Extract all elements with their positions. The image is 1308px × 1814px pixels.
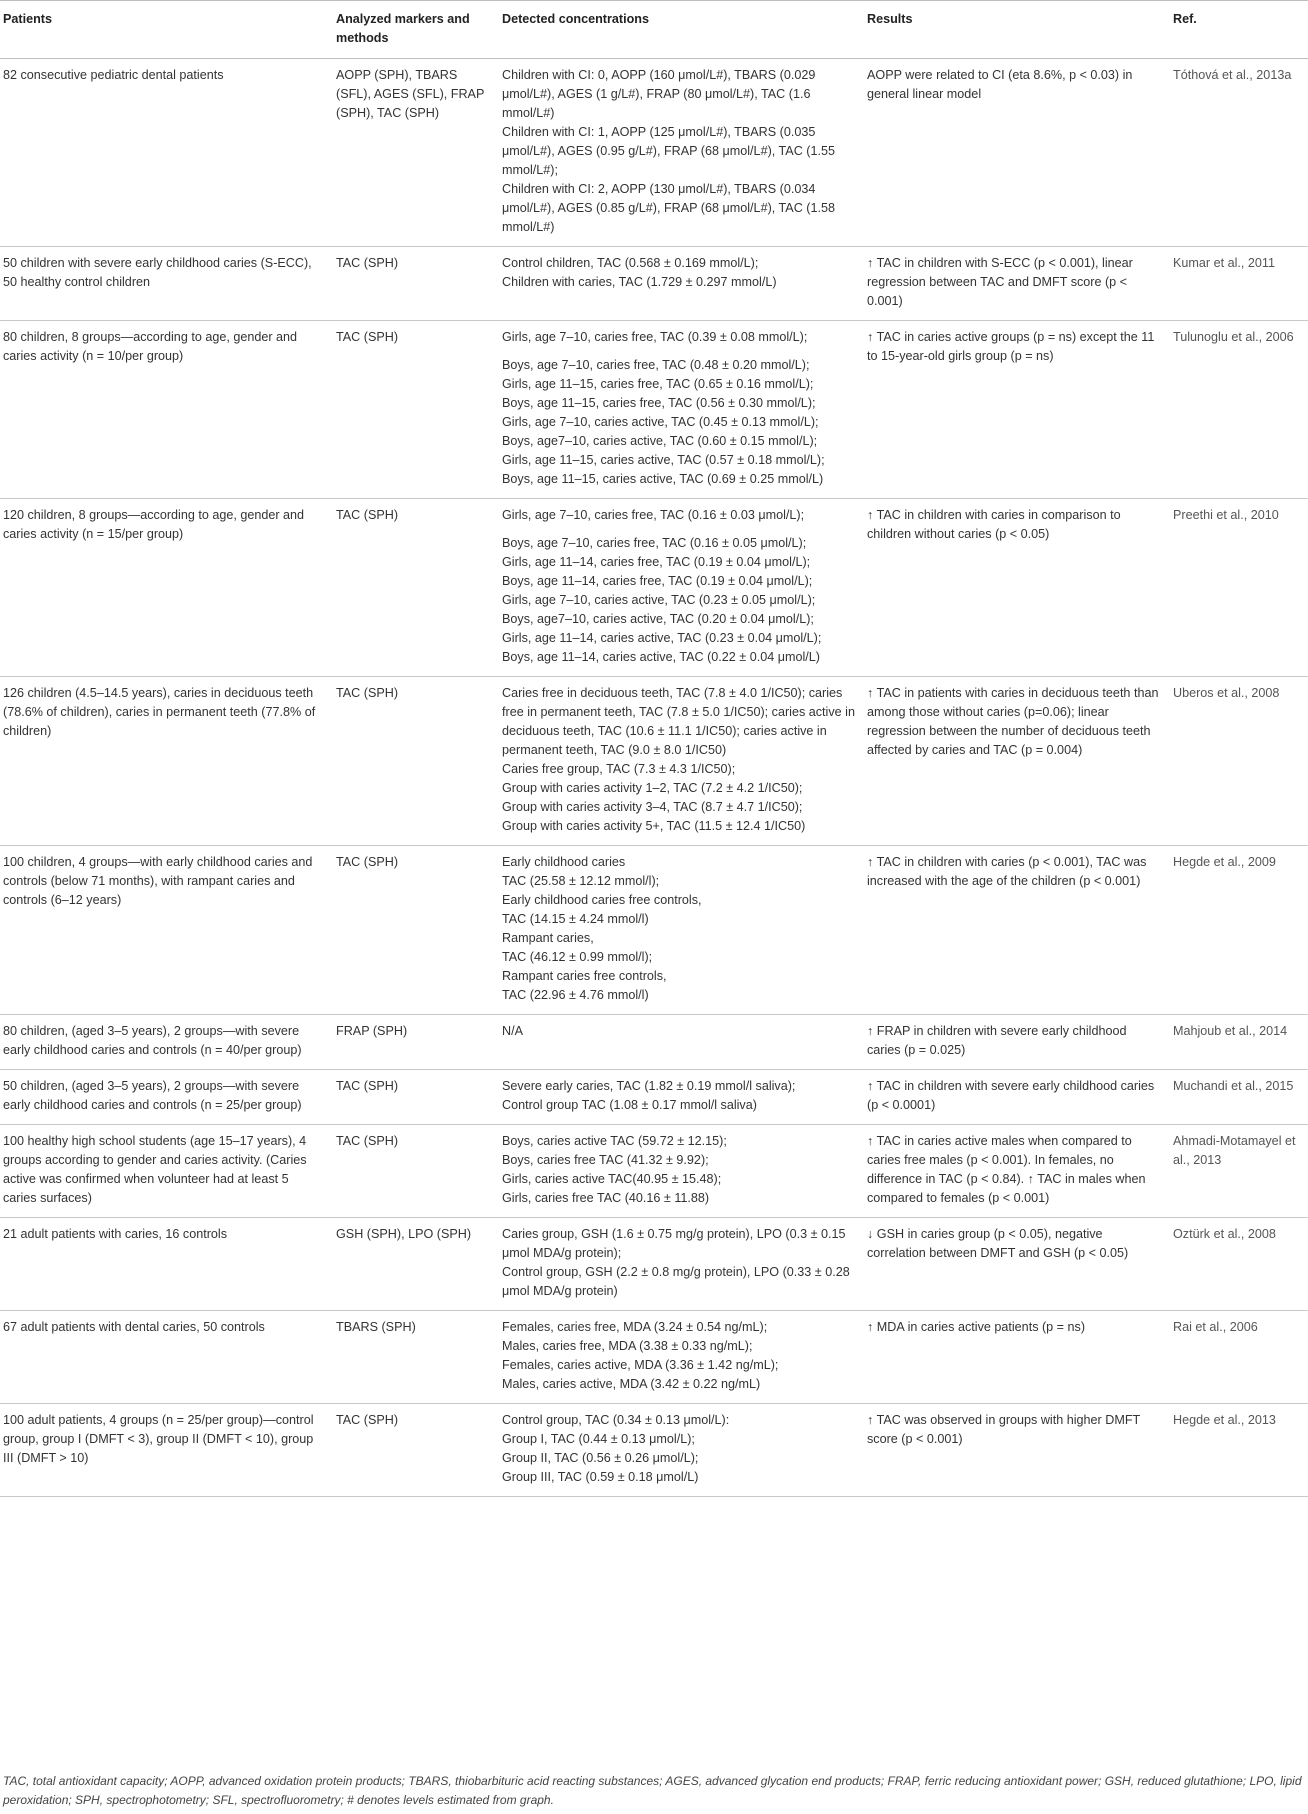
cell-ref: Tulunoglu et al., 2006 (1170, 321, 1308, 499)
cell-markers: TAC (SPH) (333, 1125, 499, 1218)
cell-results: ↑ TAC in patients with caries in deciduous teeth than among those without caries (p=0.06); linear regression between the number of deciduous teeth affected by caries and TAC (p = 0.004) (864, 677, 1170, 846)
cell-markers: TAC (SPH) (333, 499, 499, 677)
concentration-line: Children with CI: 1, AOPP (125 μmol/L#), TBARS (0.035 μmol/L#), AGES (0.95 g/L#), FRAP (68 μmol/L#), TAC (1.55 mmol/L#); (502, 125, 835, 177)
cell-concentrations (499, 1218, 864, 1311)
cell-ref: Oztürk et al., 2008 (1170, 1218, 1308, 1311)
concentration-line: Children with CI: 2, AOPP (130 μmol/L#), TBARS (0.034 μmol/L#), AGES (0.85 g/L#), FRAP (68 μmol/L#), TAC (1.58 mmol/L#) (502, 182, 835, 234)
concentration-line: Group with caries activity 3–4, TAC (8.7 ± 4.7 1/IC50); (502, 800, 803, 814)
cell-patients: 21 adult patients with caries, 16 controls (0, 1218, 333, 1311)
cell-ref: Hegde et al., 2013 (1170, 1404, 1308, 1497)
concentration-line: TAC (14.15 ± 4.24 mmol/l) (502, 912, 649, 926)
cell-concentrations (499, 59, 864, 247)
header-results: Results (864, 1, 1170, 59)
header-patients: Patients (0, 1, 333, 59)
cell-concentrations (499, 1070, 864, 1125)
cell-markers: GSH (SPH), LPO (SPH) (333, 1218, 499, 1311)
cell-ref: Kumar et al., 2011 (1170, 247, 1308, 321)
concentration-line: Females, caries active, MDA (3.36 ± 1.42 ng/mL); (502, 1358, 779, 1372)
cell-results: ↑ TAC in children with caries in comparison to children without caries (p < 0.05) (864, 499, 1170, 677)
cell-ref: Ahmadi-Motamayel et al., 2013 (1170, 1125, 1308, 1218)
cell-concentrations (499, 1015, 864, 1070)
concentration-line: Boys, age 11–15, caries active, TAC (0.69 ± 0.25 mmol/L) (502, 472, 824, 486)
cell-markers: TAC (SPH) (333, 677, 499, 846)
cell-results: ↑ TAC was observed in groups with higher DMFT score (p < 0.001) (864, 1404, 1170, 1497)
concentration-line: Control group TAC (1.08 ± 0.17 mmol/l saliva) (502, 1098, 757, 1112)
table-row (0, 1404, 1308, 1497)
concentration-line: Girls, age 11–15, caries active, TAC (0.57 ± 0.18 mmol/L); (502, 453, 825, 467)
cell-ref: Rai et al., 2006 (1170, 1311, 1308, 1404)
cell-patients: 80 children, 8 groups—according to age, gender and caries activity (n = 10/per group) (0, 321, 333, 499)
concentration-line: Females, caries free, MDA (3.24 ± 0.54 ng/mL); (502, 1320, 768, 1334)
table-row (0, 1125, 1308, 1218)
cell-results: ↑ TAC in children with caries (p < 0.001), TAC was increased with the age of the children (p < 0.001) (864, 846, 1170, 1015)
concentration-line: Boys, age 11–14, caries active, TAC (0.22 ± 0.04 μmol/L) (502, 650, 820, 664)
cell-ref: Hegde et al., 2009 (1170, 846, 1308, 1015)
cell-markers: TAC (SPH) (333, 846, 499, 1015)
concentration-line: Caries free in deciduous teeth, TAC (7.8 ± 4.0 1/IC50); caries free in permanent teeth, TAC (7.8 ± 5.0 1/IC50); caries active in deciduous teeth, TAC (10.6 ± 11.1 1/IC50); caries active in permanent teeth, TAC (9.0 ± 8.0 1/IC50) (502, 686, 855, 757)
table-row (0, 1015, 1308, 1070)
concentration-line: Control group, GSH (2.2 ± 0.8 mg/g protein), LPO (0.33 ± 0.28 μmol MDA/g protein) (502, 1265, 850, 1298)
cell-patients: 50 children, (aged 3–5 years), 2 groups—with severe early childhood caries and controls (n = 25/per group) (0, 1070, 333, 1125)
concentration-line: Girls, caries active TAC(40.95 ± 15.48); (502, 1172, 722, 1186)
concentration-line: Boys, caries free TAC (41.32 ± 9.92); (502, 1153, 709, 1167)
concentration-line: TAC (22.96 ± 4.76 mmol/l) (502, 988, 649, 1002)
cell-results: ↓ GSH in caries group (p < 0.05), negative correlation between DMFT and GSH (p < 0.05) (864, 1218, 1170, 1311)
header-ref: Ref. (1170, 1, 1308, 59)
cell-concentrations (499, 499, 864, 677)
header-concentrations: Detected concentrations (499, 1, 864, 59)
cell-concentrations (499, 677, 864, 846)
table-body (0, 59, 1308, 1497)
concentration-line: Boys, caries active TAC (59.72 ± 12.15); (502, 1134, 727, 1148)
concentration-line: Caries group, GSH (1.6 ± 0.75 mg/g protein), LPO (0.3 ± 0.15 μmol MDA/g protein); (502, 1227, 846, 1260)
cell-concentrations (499, 846, 864, 1015)
concentration-line: TAC (25.58 ± 12.12 mmol/l); (502, 874, 660, 888)
cell-patients: 126 children (4.5–14.5 years), caries in deciduous teeth (78.6% of children), caries in permanent teeth (77.8% of children) (0, 677, 333, 846)
cell-results: ↑ TAC in children with severe early childhood caries (p < 0.0001) (864, 1070, 1170, 1125)
cell-patients: 67 adult patients with dental caries, 50 controls (0, 1311, 333, 1404)
cell-concentrations (499, 321, 864, 499)
cell-concentrations (499, 1311, 864, 1404)
cell-results: ↑ MDA in caries active patients (p = ns) (864, 1311, 1170, 1404)
table-row (0, 321, 1308, 499)
cell-markers: TAC (SPH) (333, 321, 499, 499)
cell-concentrations (499, 1404, 864, 1497)
concentration-line: Boys, age7–10, caries active, TAC (0.60 ± 0.15 mmol/L); (502, 434, 818, 448)
concentration-line: Boys, age 7–10, caries free, TAC (0.48 ± 0.20 mmol/L); (502, 358, 810, 372)
cell-markers: TAC (SPH) (333, 247, 499, 321)
cell-markers: AOPP (SPH), TBARS (SFL), AGES (SFL), FRAP (SPH), TAC (SPH) (333, 59, 499, 247)
concentration-line: Rampant caries free controls, (502, 969, 667, 983)
cell-ref: Mahjoub et al., 2014 (1170, 1015, 1308, 1070)
cell-results: ↑ TAC in children with S-ECC (p < 0.001), linear regression between TAC and DMFT score (p < 0.001) (864, 247, 1170, 321)
cell-markers: TAC (SPH) (333, 1070, 499, 1125)
table-row (0, 846, 1308, 1015)
cell-markers: TBARS (SPH) (333, 1311, 499, 1404)
concentration-line: Children with CI: 0, AOPP (160 μmol/L#), TBARS (0.029 μmol/L#), AGES (1 g/L#), FRAP (80 μmol/L#), TAC (1.6 mmol/L#) (502, 68, 816, 120)
table-row (0, 1311, 1308, 1404)
concentration-line: Group I, TAC (0.44 ± 0.13 μmol/L); (502, 1432, 695, 1446)
cell-concentrations (499, 1125, 864, 1218)
cell-ref: Uberos et al., 2008 (1170, 677, 1308, 846)
concentration-line: Males, caries active, MDA (3.42 ± 0.22 ng/mL) (502, 1377, 761, 1391)
table-row (0, 59, 1308, 247)
concentration-line: Boys, age 11–15, caries free, TAC (0.56 ± 0.30 mmol/L); (502, 396, 816, 410)
cell-patients: 100 adult patients, 4 groups (n = 25/per group)—control group, group I (DMFT < 3), group II (DMFT < 10), group III (DMFT > 10) (0, 1404, 333, 1497)
header-markers: Analyzed markers and methods (333, 1, 499, 59)
cell-patients: 50 children with severe early childhood caries (S-ECC), 50 healthy control children (0, 247, 333, 321)
concentration-line: Early childhood caries (502, 855, 626, 869)
concentration-line: Girls, age 7–10, caries free, TAC (0.39 ± 0.08 mmol/L); (502, 330, 808, 344)
concentration-line: TAC (46.12 ± 0.99 mmol/l); (502, 950, 653, 964)
concentration-gap (502, 347, 856, 356)
table-row (0, 677, 1308, 846)
cell-ref: Tóthová et al., 2013a (1170, 59, 1308, 247)
concentration-line: Males, caries free, MDA (3.38 ± 0.33 ng/mL); (502, 1339, 753, 1353)
cell-patients: 82 consecutive pediatric dental patients (0, 59, 333, 247)
concentration-gap (502, 525, 856, 534)
cell-results: ↑ TAC in caries active males when compared to caries free males (p < 0.001). In females, no difference in TAC (p < 0.84). ↑ TAC in males when compared to females (p < 0.001) (864, 1125, 1170, 1218)
concentration-line: Early childhood caries free controls, (502, 893, 702, 907)
concentration-line: Caries free group, TAC (7.3 ± 4.3 1/IC50); (502, 762, 736, 776)
cell-results: ↑ FRAP in children with severe early childhood caries (p = 0.025) (864, 1015, 1170, 1070)
cell-results: ↑ TAC in caries active groups (p = ns) except the 11 to 15-year-old girls group (p = ns) (864, 321, 1170, 499)
cell-patients: 120 children, 8 groups—according to age, gender and caries activity (n = 15/per group) (0, 499, 333, 677)
cell-concentrations (499, 247, 864, 321)
concentration-line: Girls, age 7–10, caries active, TAC (0.45 ± 0.13 mmol/L); (502, 415, 819, 429)
concentration-line: Girls, caries free TAC (40.16 ± 11.88) (502, 1191, 710, 1205)
concentration-line: Group III, TAC (0.59 ± 0.18 μmol/L) (502, 1470, 699, 1484)
cell-markers: TAC (SPH) (333, 1404, 499, 1497)
concentration-line: Boys, age7–10, caries active, TAC (0.20 ± 0.04 μmol/L); (502, 612, 814, 626)
concentration-line: Boys, age 7–10, caries free, TAC (0.16 ± 0.05 μmol/L); (502, 536, 807, 550)
cell-patients: 80 children, (aged 3–5 years), 2 groups—with severe early childhood caries and controls (n = 40/per group) (0, 1015, 333, 1070)
cell-patients: 100 healthy high school students (age 15–17 years), 4 groups according to gender and caries activity. (Caries active was confirmed when volunteer had at least 5 caries surfaces) (0, 1125, 333, 1218)
concentration-line: Children with caries, TAC (1.729 ± 0.297 mmol/L) (502, 275, 777, 289)
concentration-line: Rampant caries, (502, 931, 594, 945)
cell-markers: FRAP (SPH) (333, 1015, 499, 1070)
cell-ref: Preethi et al., 2010 (1170, 499, 1308, 677)
concentration-line: Control children, TAC (0.568 ± 0.169 mmol/L); (502, 256, 759, 270)
concentration-line: Girls, age 11–15, caries free, TAC (0.65 ± 0.16 mmol/L); (502, 377, 814, 391)
concentration-line: Girls, age 11–14, caries active, TAC (0.23 ± 0.04 μmol/L); (502, 631, 822, 645)
concentration-line: Group with caries activity 5+, TAC (11.5 ± 12.4 1/IC50) (502, 819, 806, 833)
concentration-line: Girls, age 7–10, caries free, TAC (0.16 ± 0.03 μmol/L); (502, 508, 805, 522)
table-footnote: TAC, total antioxidant capacity; AOPP, advanced oxidation protein products; TBARS, thiobarbituric acid reacting substances; AGES, advanced glycation end products; FRAP, ferric reducing antioxidant power; GSH, reduced glutathione; LPO, lipid peroxidation; SPH, spectrophotometry; SFL, spectrofluorometry; # denotes levels estimated from graph. (3, 1774, 1302, 1807)
cell-results: AOPP were related to CI (eta 8.6%, p < 0.03) in general linear model (864, 59, 1170, 247)
table-row (0, 247, 1308, 321)
concentration-line: Boys, age 11–14, caries free, TAC (0.19 ± 0.04 μmol/L); (502, 574, 813, 588)
concentration-line: Group with caries activity 1–2, TAC (7.2 ± 4.2 1/IC50); (502, 781, 803, 795)
concentration-line: Girls, age 11–14, caries free, TAC (0.19 ± 0.04 μmol/L); (502, 555, 811, 569)
concentration-line: N/A (502, 1024, 523, 1038)
table-row (0, 1070, 1308, 1125)
concentration-line: Group II, TAC (0.56 ± 0.26 μmol/L); (502, 1451, 699, 1465)
cell-patients: 100 children, 4 groups—with early childhood caries and controls (below 71 months), with rampant caries and controls (6–12 years) (0, 846, 333, 1015)
concentration-line: Control group, TAC (0.34 ± 0.13 μmol/L): (502, 1413, 730, 1427)
table-row (0, 499, 1308, 677)
table-row (0, 1218, 1308, 1311)
cell-ref: Muchandi et al., 2015 (1170, 1070, 1308, 1125)
concentration-line: Girls, age 7–10, caries active, TAC (0.23 ± 0.05 μmol/L); (502, 593, 816, 607)
concentration-line: Severe early caries, TAC (1.82 ± 0.19 mmol/l saliva); (502, 1079, 796, 1093)
header-row (0, 1, 1308, 59)
